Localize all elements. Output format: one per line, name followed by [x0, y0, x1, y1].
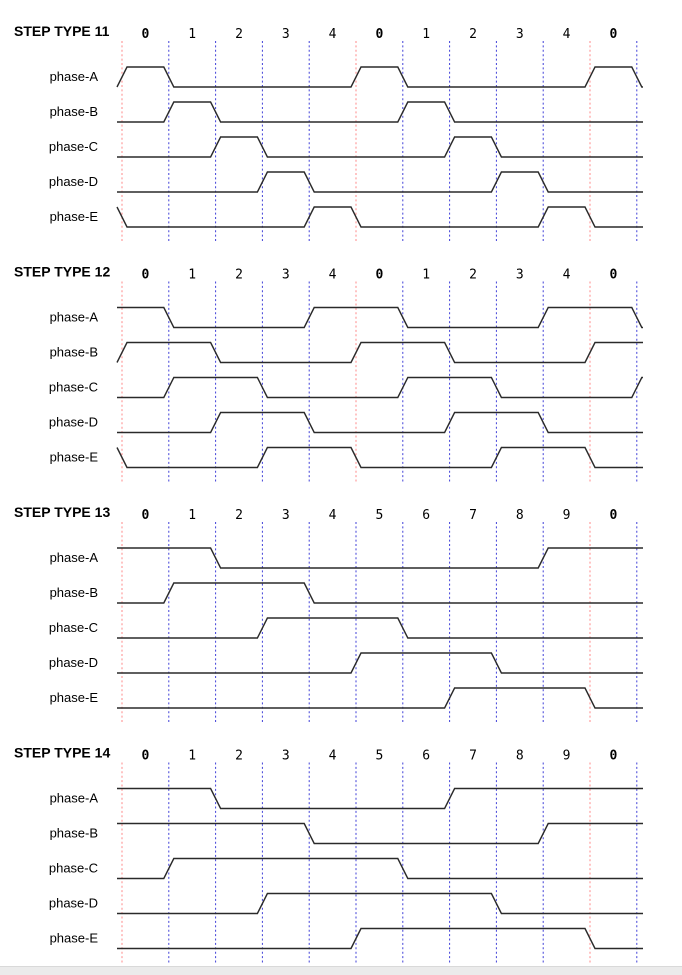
- phase-label: phase-C: [48, 620, 98, 635]
- phase-label: phase-D: [48, 414, 98, 430]
- phase-waveform: [117, 929, 643, 949]
- phase-waveform: [117, 894, 643, 914]
- step-number: 4: [562, 267, 571, 283]
- phase-waveform: [117, 102, 643, 122]
- phase-label: phase-E: [49, 209, 98, 224]
- phase-label: phase-A: [49, 550, 98, 565]
- step-type-diagram: [14, 264, 643, 483]
- step-number: 2: [235, 748, 243, 764]
- step-type-diagram: [14, 23, 643, 242]
- phase-waveform: [117, 789, 643, 809]
- step-number: 4: [328, 748, 337, 764]
- step-number: 1: [188, 508, 197, 523]
- step-number: 3: [515, 27, 524, 42]
- phase-label: phase-D: [48, 655, 98, 670]
- phase-label: phase-A: [49, 309, 98, 325]
- footer-bar: [0, 966, 682, 975]
- diagram-title: STEP TYPE 12: [14, 263, 111, 280]
- step-number: 6: [422, 508, 431, 523]
- phase-label: phase-C: [48, 860, 98, 876]
- phase-label: phase-B: [49, 585, 98, 600]
- step-number: 0: [375, 267, 384, 283]
- diagram-title: STEP TYPE 14: [14, 744, 111, 761]
- phase-label: phase-A: [49, 69, 98, 84]
- step-number: 1: [188, 748, 197, 764]
- phase-label: phase-E: [49, 690, 98, 705]
- step-number: 0: [609, 508, 618, 523]
- step-number: 1: [422, 267, 431, 283]
- step-number: 0: [141, 27, 150, 42]
- phase-waveform: [117, 448, 643, 468]
- step-number: 4: [328, 267, 337, 283]
- phase-label: phase-E: [49, 449, 98, 465]
- phase-label: phase-C: [48, 139, 98, 154]
- step-number: 6: [422, 748, 431, 764]
- phase-label: phase-E: [49, 930, 98, 946]
- phase-waveform: [117, 618, 643, 638]
- step-number: 0: [375, 27, 384, 42]
- step-number: 4: [328, 27, 337, 42]
- step-number: 1: [422, 27, 431, 42]
- phase-label: phase-B: [49, 825, 98, 841]
- step-number: 3: [281, 508, 290, 523]
- phase-waveform: [117, 583, 643, 603]
- phase-waveform: [117, 824, 643, 844]
- phase-label: phase-B: [49, 344, 98, 360]
- step-number: 3: [281, 267, 290, 283]
- phase-label: phase-B: [49, 104, 98, 119]
- step-number: 2: [469, 267, 477, 283]
- step-number: 0: [141, 508, 150, 523]
- step-number: 3: [281, 748, 290, 764]
- phase-label: phase-D: [48, 895, 98, 911]
- phase-waveform: [117, 859, 643, 879]
- phase-waveform: [117, 308, 643, 328]
- step-number: 3: [281, 27, 290, 42]
- phase-waveform: [117, 378, 643, 398]
- step-number: 2: [235, 267, 243, 283]
- phase-waveform: [117, 172, 643, 192]
- step-number: 9: [562, 508, 571, 523]
- step-number: 0: [609, 267, 618, 283]
- step-number: 2: [235, 27, 243, 42]
- step-number: 7: [469, 508, 477, 523]
- step-number: 0: [609, 27, 618, 42]
- step-number: 8: [515, 508, 524, 523]
- step-number: 2: [469, 27, 477, 42]
- step-type-diagram: [14, 504, 643, 723]
- phase-waveform: [117, 207, 643, 227]
- phase-waveform: [117, 413, 643, 433]
- step-number: 0: [141, 748, 150, 764]
- diagram-title: STEP TYPE 11: [14, 23, 110, 39]
- step-number: 5: [375, 748, 384, 764]
- step-number: 0: [141, 267, 150, 283]
- phase-waveform: [117, 548, 643, 568]
- phase-label: phase-C: [48, 379, 98, 395]
- step-number: 4: [562, 27, 571, 42]
- step-number: 1: [188, 267, 197, 283]
- step-number: 9: [562, 748, 571, 764]
- step-number: 3: [515, 267, 524, 283]
- phase-waveform: [117, 653, 643, 673]
- step-number: 4: [328, 508, 337, 523]
- step-type-diagram: [14, 745, 643, 964]
- step-number: 5: [375, 508, 384, 523]
- step-number: 8: [515, 748, 524, 764]
- phase-waveform: [117, 688, 643, 708]
- phase-waveform: [117, 343, 643, 363]
- step-number: 0: [609, 748, 618, 764]
- phase-label: phase-D: [48, 174, 98, 189]
- step-number: 1: [188, 27, 197, 42]
- diagram-title: STEP TYPE 13: [14, 504, 111, 520]
- phase-waveform: [117, 67, 643, 87]
- phase-label: phase-A: [49, 790, 98, 806]
- phase-waveform: [117, 137, 643, 157]
- step-number: 2: [235, 508, 243, 523]
- step-number: 7: [469, 748, 477, 764]
